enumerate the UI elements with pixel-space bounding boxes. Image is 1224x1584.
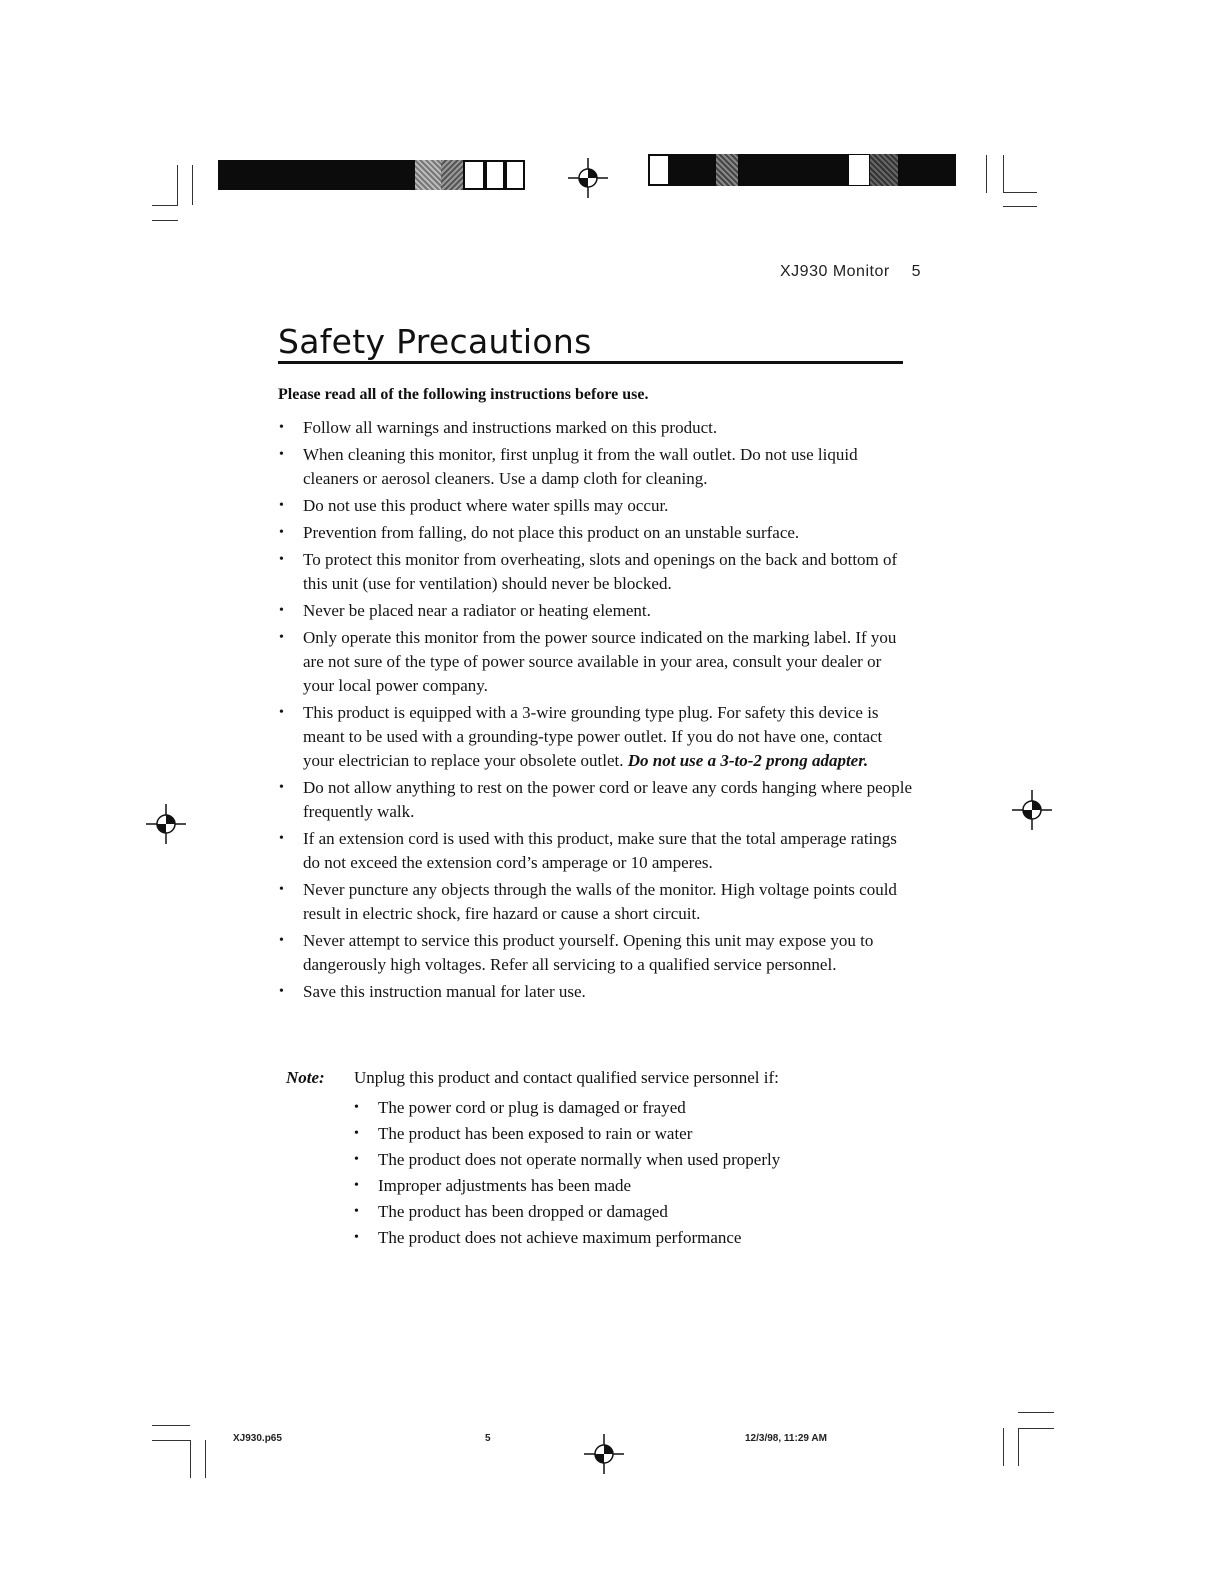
list-item: • The product does not achieve maximum performance xyxy=(354,1228,742,1247)
list-item: • The product has been dropped or damaged xyxy=(354,1202,668,1221)
page-title: Safety Precautions xyxy=(278,322,592,361)
prong-adapter-warning: Do not use a 3-to-2 prong adapter. xyxy=(627,751,869,770)
registration-mark-icon xyxy=(568,158,608,198)
list-item: • The product has been exposed to rain or water xyxy=(354,1124,693,1143)
list-item: • The product does not operate normally when used properly xyxy=(354,1150,781,1169)
note-label: Note: xyxy=(286,1068,325,1087)
registration-mark-icon xyxy=(1012,790,1052,830)
list-item: • This product is equipped with a 3-wire grounding type plug. For safety this device is meant to be used with a grounding-type power outlet. If you do not have one, contact your electrician to replace your obsolete outlet. Do not use a 3-to-2 prong adapter. xyxy=(279,703,883,770)
list-item: • Do not use this product where water spills may occur. xyxy=(279,496,669,515)
header-page-number: 5 xyxy=(911,263,922,280)
list-item: • Save this instruction manual for later use. xyxy=(279,982,586,1001)
title-rule xyxy=(278,361,903,364)
list-item: • Only operate this monitor from the power source indicated on the marking label. If you are not sure of the type of power source available in your area, consult your dealer or your local power company. xyxy=(279,628,897,695)
list-item: • Never be placed near a radiator or heating element. xyxy=(279,601,651,620)
list-item: • The power cord or plug is damaged or frayed xyxy=(354,1098,686,1117)
safety-bullet-list xyxy=(278,416,912,1007)
list-item: • When cleaning this monitor, first unplug it from the wall outlet. Do not use liquid cleaners or aerosol cleaners. Use a damp cloth for cleaning. xyxy=(279,445,858,488)
list-item: • Never puncture any objects through the walls of the monitor. High voltage points could result in electric shock, fire hazard or cause a short circuit. xyxy=(279,880,897,923)
footer-page: 5 xyxy=(485,1433,491,1444)
list-item: • Follow all warnings and instructions marked on this product. xyxy=(279,418,718,437)
intro-instruction: Please read all of the following instructions before use. xyxy=(278,386,649,403)
registration-mark-icon xyxy=(146,804,186,844)
list-item: • If an extension cord is used with this product, make sure that the total amperage ratings do not exceed the extension cord’s amperage or 10 amperes. xyxy=(279,829,897,872)
list-item: • To protect this monitor from overheating, slots and openings on the back and bottom of this unit (use for ventilation) should never be blocked. xyxy=(279,550,898,593)
running-title: XJ930 Monitor xyxy=(780,263,890,280)
note-text: Unplug this product and contact qualified service personnel if: xyxy=(354,1068,779,1087)
footer-timestamp: 12/3/98, 11:29 AM xyxy=(745,1433,827,1444)
footer-filename: XJ930.p65 xyxy=(233,1433,282,1444)
list-item: • Prevention from falling, do not place this product on an unstable surface. xyxy=(279,523,800,542)
list-item: • Never attempt to service this product yourself. Opening this unit may expose you to dangerously high voltages. Refer all servicing to a qualified service personnel. xyxy=(279,931,874,974)
running-header xyxy=(780,263,921,281)
list-item: • Do not allow anything to rest on the power cord or leave any cords hanging where people frequently walk. xyxy=(279,778,912,821)
registration-mark-icon xyxy=(584,1434,624,1474)
color-bar-left xyxy=(218,160,525,190)
list-item: • Improper adjustments has been made xyxy=(354,1176,632,1195)
note-list xyxy=(354,1095,874,1251)
color-bar-right xyxy=(648,154,956,186)
